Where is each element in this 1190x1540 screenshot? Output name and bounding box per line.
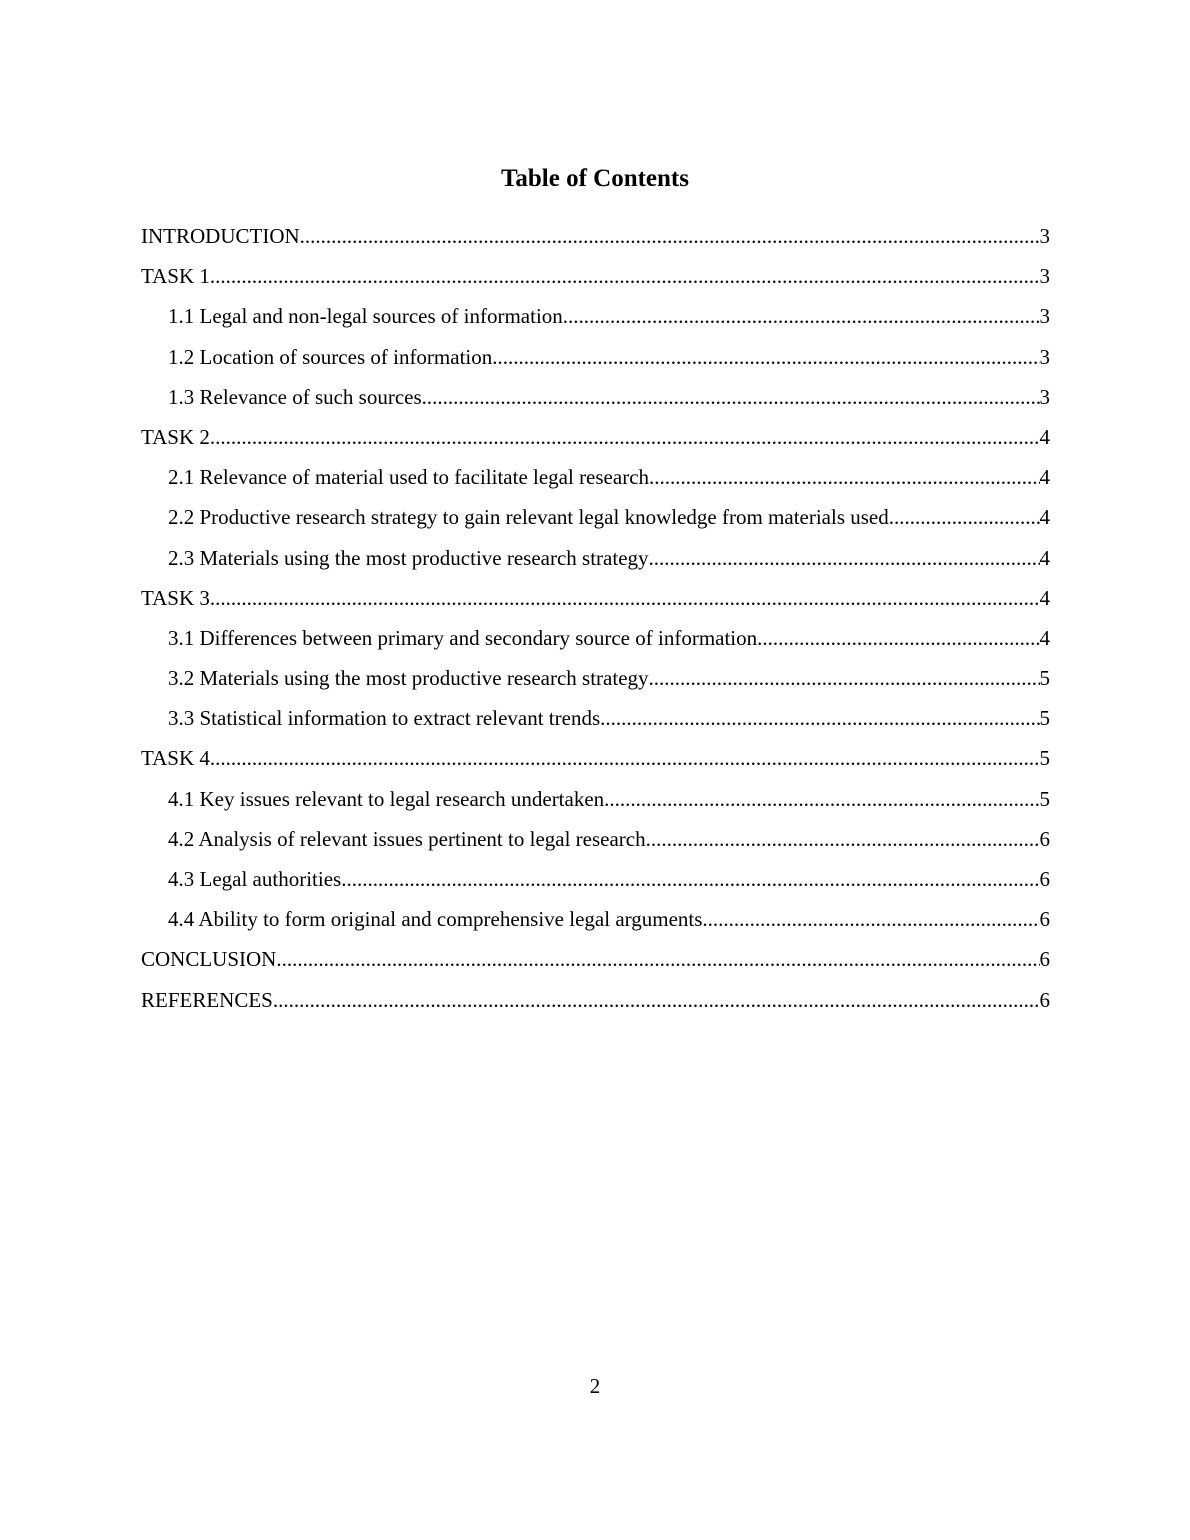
toc-entry-page: 6 [1039,826,1050,851]
toc-title: Table of Contents [501,165,689,192]
toc-leader-dots [649,662,1040,694]
toc-leader-dots [649,542,1040,574]
toc-entry-text: 4.3 Legal authorities [168,867,342,891]
toc-leader-dots [273,984,1040,1016]
toc-entry-conclusion[interactable] [141,943,1050,983]
toc-leader-dots [210,582,1040,614]
toc-entry-page: 3 [1039,304,1050,329]
toc-entry-2-3[interactable] [141,542,1050,582]
toc-entry-1-1[interactable] [141,300,1050,340]
toc-entry-text: 3.1 Differences between primary and secondary source of information [168,625,758,650]
toc-entry-page: 4 [1039,625,1050,650]
toc-leader-dots [276,943,1039,975]
toc-leader-dots [646,823,1040,855]
toc-entry-page: 4 [1039,545,1050,570]
toc-entry-text: CONCLUSION [141,947,277,972]
toc-entry-4-4[interactable] [141,903,1050,943]
toc-entry-page: 5 [1039,786,1050,811]
toc-entry-page: 5 [1039,746,1050,771]
toc-entry-text: INTRODUCTION [141,224,300,248]
toc-entry-text: 1.1 Legal and non-legal sources of information [168,304,563,329]
toc-entry-3-1[interactable] [141,622,1050,662]
toc-leader-dots [300,220,1040,252]
toc-entry-text: 2.3 Materials using the most productive research strategy [168,545,649,570]
toc-entry-4-2[interactable] [141,823,1050,863]
toc-entry-page: 6 [1039,867,1050,891]
toc-leader-dots [702,903,1039,935]
toc-entry-3-3[interactable] [141,702,1050,742]
toc-entry-page: 3 [1039,344,1050,369]
toc-entry-text: 3.3 Statistical information to extract relevant trends [168,706,601,731]
toc-list [141,220,1050,1024]
toc-leader-dots [600,702,1039,734]
toc-entry-page: 6 [1039,947,1050,972]
toc-entry-3-2[interactable] [141,662,1050,702]
toc-entry-page: 3 [1039,264,1050,289]
toc-entry-text: TASK 3 [141,585,210,610]
toc-entry-page: 5 [1039,666,1050,691]
toc-leader-dots [210,742,1040,774]
toc-leader-dots [757,622,1039,654]
toc-entry-text: TASK 1 [141,264,210,289]
toc-entry-references[interactable] [141,984,1050,1024]
toc-entry-page: 6 [1039,987,1050,1012]
toc-entry-task-2[interactable] [141,421,1050,461]
toc-leader-dots [210,421,1040,453]
toc-entry-text: TASK 4 [141,746,210,771]
toc-entry-page: 4 [1039,505,1050,530]
toc-entry-text: 2.1 Relevance of material used to facilitate legal research [168,465,650,490]
toc-leader-dots [563,300,1040,332]
toc-entry-text: REFERENCES [141,987,273,1012]
toc-entry-text: TASK 2 [141,424,210,449]
toc-entry-task-4[interactable] [141,742,1050,782]
toc-entry-text: 4.4 Ability to form original and comprehensive legal arguments [168,907,703,932]
toc-entry-page: 5 [1039,706,1050,731]
toc-leader-dots [210,260,1040,292]
toc-entry-page: 4 [1039,585,1050,610]
toc-entry-text: 2.2 Productive research strategy to gain relevant legal knowledge from materials used [168,505,889,530]
toc-entry-text: 1.2 Location of sources of information [168,344,493,369]
page-number: 2 [589,1374,601,1398]
toc-entry-task-3[interactable] [141,582,1050,622]
toc-entry-task-1[interactable] [141,260,1050,300]
toc-entry-4-3[interactable] [141,863,1050,903]
toc-entry-text: 4.2 Analysis of relevant issues pertinent to legal research [168,826,646,851]
toc-leader-dots [604,783,1039,815]
toc-leader-dots [649,461,1039,493]
toc-entry-2-2[interactable] [141,501,1050,541]
toc-leader-dots [492,341,1039,373]
toc-entry-page: 6 [1039,907,1050,932]
toc-entry-introduction[interactable] [141,220,1050,260]
toc-entry-1-3[interactable] [141,381,1050,421]
toc-entry-page: 4 [1039,465,1050,490]
toc-entry-page: 4 [1039,424,1050,449]
toc-leader-dots [422,381,1040,413]
toc-entry-1-2[interactable] [141,341,1050,381]
toc-entry-2-1[interactable] [141,461,1050,501]
toc-entry-text: 3.2 Materials using the most productive research strategy [168,666,649,691]
toc-entry-page: 3 [1039,384,1050,409]
toc-entry-page: 3 [1039,224,1050,248]
toc-entry-text: 1.3 Relevance of such sources [168,384,422,409]
toc-leader-dots [341,863,1039,895]
toc-entry-text: 4.1 Key issues relevant to legal research undertaken [168,786,605,811]
toc-leader-dots [889,501,1040,533]
toc-entry-4-1[interactable] [141,783,1050,823]
